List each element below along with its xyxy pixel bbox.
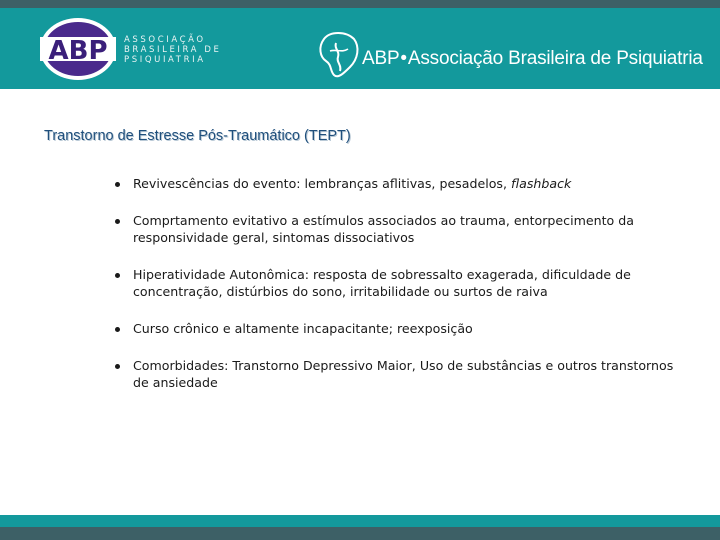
top-strip [0, 0, 720, 8]
list-item [112, 212, 692, 246]
bullet-list [112, 175, 692, 391]
brazil-map-emblem-icon [316, 29, 360, 81]
bullet-text: Curso crônico e altamente incapacitante; reexposição [133, 321, 473, 336]
bullet-emphasis: flashback [510, 176, 572, 191]
bullet-text: Comorbidades: Transtorno Depressivo Maior, Uso de substâncias e outros transtornos de ansiedade [133, 358, 674, 390]
bullet-text: Comprtamento evitativo a estímulos associados ao trauma, entorpecimento da responsividade geral, sintomas dissociativos [133, 213, 634, 245]
abp-logo-line: PSIQUIATRIA [124, 55, 206, 65]
list-item [112, 175, 692, 192]
abp-logo-line: ASSOCIAÇÃO [124, 35, 206, 45]
bullet-dot-icon [115, 364, 120, 369]
abp-logo-text: ABP [48, 36, 108, 66]
footer-band [0, 515, 720, 527]
list-item [112, 357, 692, 391]
bullet-text: Hiperatividade Autonômica: resposta de sobressalto exagerada, dificuldade de concentração, distúrbios do sono, irritabilidade ou surtos de raiva [133, 267, 631, 299]
header-banner [0, 8, 720, 89]
bullet-dot-icon [115, 182, 120, 187]
abp-logo-caption [124, 35, 222, 65]
bullet-text: Revivescências do evento: lembranças aflitivas, pesadelos, [133, 176, 511, 191]
brand-full-name: Associação Brasileira de Psiquiatria [407, 48, 703, 69]
bullet-dot-icon [115, 219, 120, 224]
bullet-dot-icon [115, 327, 120, 332]
bullet-dot-icon [115, 273, 120, 278]
footer-strip [0, 527, 720, 540]
list-item [112, 266, 692, 300]
slide-title: Transtorno de Estresse Pós-Traumático (TEPT) [44, 128, 351, 144]
brand-separator: • [400, 48, 407, 69]
list-item [112, 320, 692, 337]
abp-logo-line: BRASILEIRA DE [124, 45, 222, 55]
organization-name [362, 48, 703, 70]
abp-logo-mark [38, 16, 118, 82]
brand-abbr: ABP [362, 48, 400, 69]
